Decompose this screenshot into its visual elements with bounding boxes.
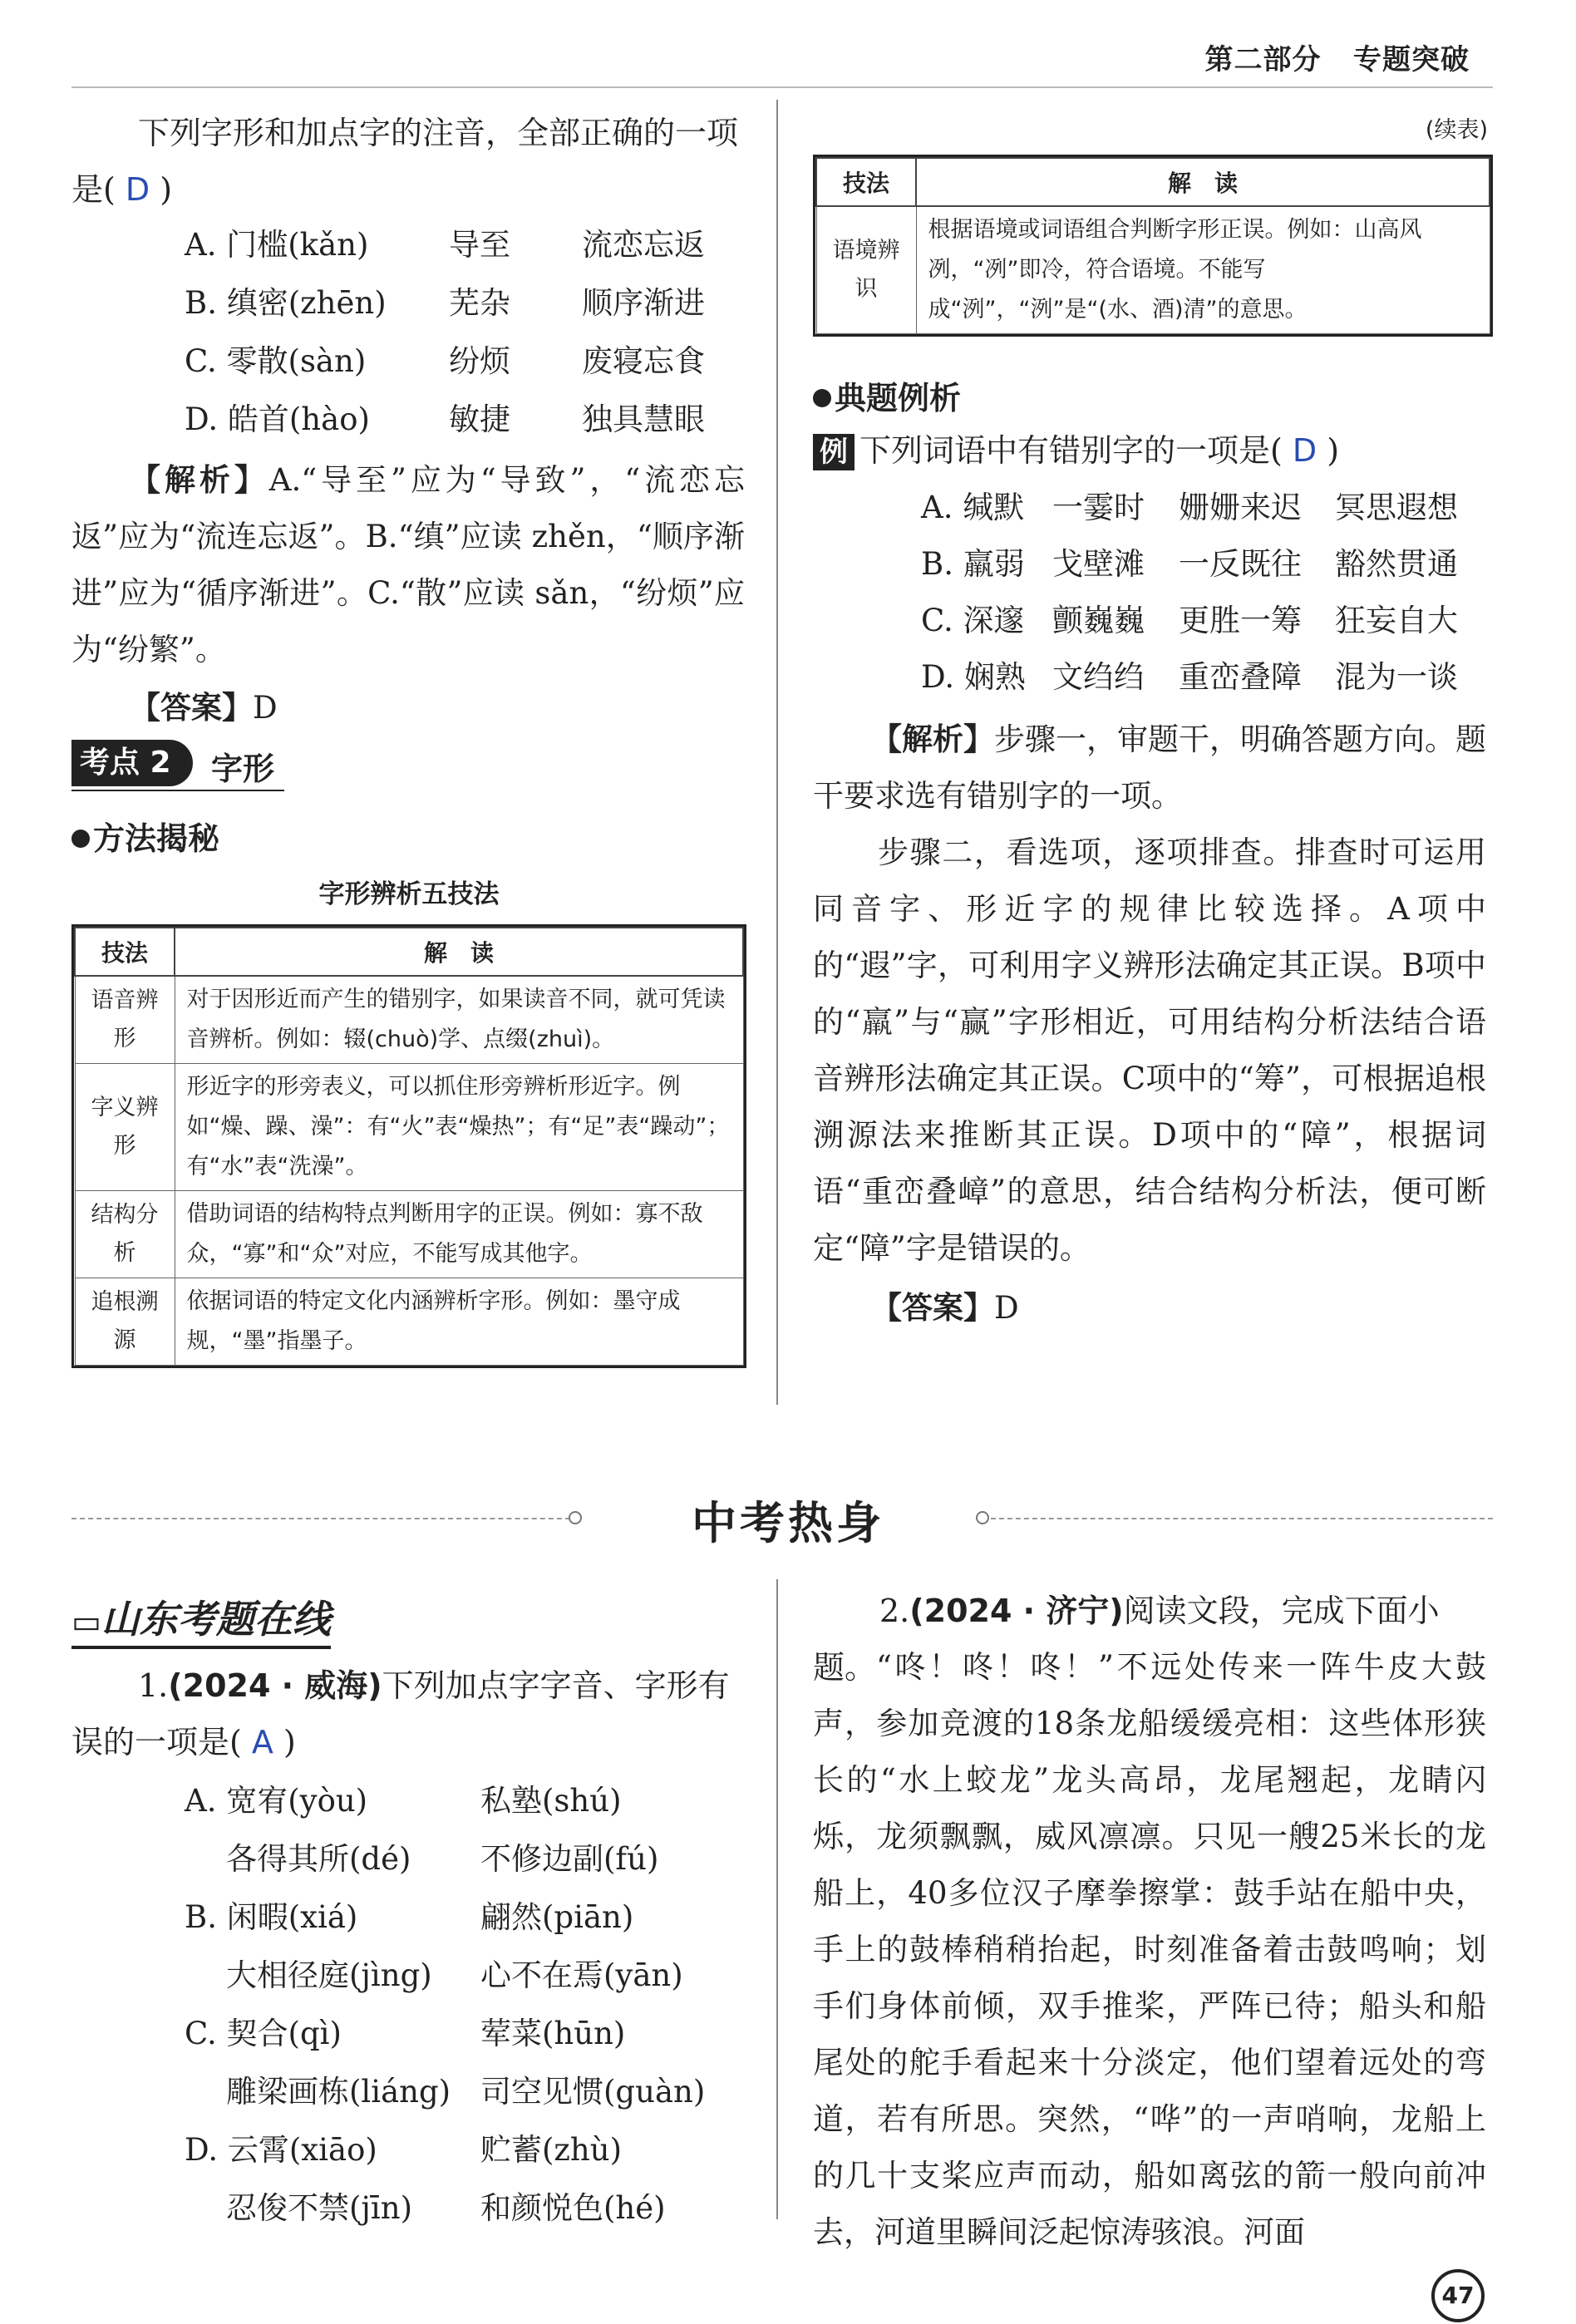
- opt-d-1: D. 皓首(hào): [185, 401, 370, 437]
- ex-a-3: 姗姗来迟: [1179, 490, 1302, 525]
- wq2-source: (2024 · 济宁): [909, 1593, 1124, 1629]
- ex-b-1: B. 羸弱: [921, 546, 1025, 582]
- ex-b-3: 一反既往: [1179, 546, 1302, 582]
- ex-c-2: 颤巍巍: [1052, 603, 1145, 638]
- row-key: 字义辨形: [75, 1064, 175, 1191]
- table-row: [75, 1278, 743, 1366]
- ex-d-1: D. 娴熟: [921, 659, 1026, 695]
- col-header-technique: 技法: [816, 158, 916, 206]
- row-value: 依据词语的特定文化内涵辨析字形。例如：墨守成规，“墨”指墨子。: [175, 1278, 743, 1366]
- opt-b-2: 芜杂: [449, 285, 510, 321]
- row-key: 追根溯源: [75, 1278, 175, 1366]
- wq1-opt: 荤菜(hūn): [480, 2016, 626, 2051]
- warmup-title: 中考热身: [692, 1497, 884, 1549]
- right-method-table: [813, 155, 1493, 337]
- ex-d-4: 混为一谈: [1335, 659, 1458, 695]
- row-key: 语境辨识: [816, 206, 916, 334]
- shandong-heading: [71, 1589, 331, 1649]
- row-value: 对于因形近而产生的错别字，如果读音不同，就可凭读音辨析。例如：辍(chuò)学、点缀(zhuì)。: [175, 976, 743, 1064]
- q1-analysis: [71, 452, 745, 678]
- example-answer: D: [1292, 432, 1317, 469]
- ex-b-2: 戈壁滩: [1052, 546, 1145, 582]
- opt-a-1: A. 门槛(kǎn): [185, 227, 369, 263]
- table-title: 字形辨析五技法: [318, 879, 500, 909]
- q1-stem-text: 下列字形和加点字的注音，全部正确的一项是(: [71, 115, 739, 208]
- col-header-interpretation: 解 读: [175, 928, 743, 976]
- wq1-opt: C. 契合(qì): [185, 2016, 342, 2051]
- wq1-stem-end: ): [283, 1724, 296, 1760]
- col-header-technique: 技法: [75, 928, 175, 976]
- q1-stem: [71, 105, 753, 218]
- running-header: [1204, 37, 1470, 77]
- wq1-opt: 各得其所(dé): [226, 1841, 411, 1877]
- example-stem: [813, 422, 1495, 479]
- wq1-opt: 和颜悦色(hé): [480, 2190, 666, 2226]
- wq1-opt: 私塾(shú): [480, 1783, 622, 1819]
- opt-b-3: 顺序渐进: [582, 285, 705, 321]
- ex-a-2: 一霎时: [1052, 490, 1145, 525]
- q1-analysis-label: 【解析】: [130, 462, 269, 498]
- example-analysis-p2: 步骤二，看选项，逐项排查。排查时可运用同音字、形近字的规律比较选择。A项中的“遐”字，可利用字义辨形法确定其正误。B项中的“羸”与“赢”字形相近，可用结构分析法结合语音辨形法确定其正误。C项中的“筹”，可根据追根溯源法来推断其正误。D项中的“障”，根据词语“重峦叠嶂”的意思，结合结构分析法，便可断定“障”字是错误的。: [813, 835, 1486, 1266]
- title-ornament-right: [976, 1511, 989, 1524]
- wq1-num: 1.: [138, 1667, 169, 1704]
- opt-c-2: 纷烦: [449, 343, 510, 379]
- header-subsection: 专题突破: [1353, 43, 1470, 76]
- wq1-opt: B. 闲暇(xiá): [185, 1899, 358, 1935]
- wq1-source: (2024 · 威海): [168, 1667, 382, 1704]
- q1-answer-label: 【答案】: [130, 690, 253, 726]
- example-analysis-label: 【解析】: [871, 721, 994, 757]
- wq1-opt: 翩然(piān): [480, 1899, 634, 1935]
- row-key: 结构分析: [75, 1191, 175, 1278]
- bullet-icon: [813, 389, 831, 407]
- opt-b-1: B. 缜密(zhēn): [185, 285, 387, 321]
- ex-d-3: 重峦叠障: [1179, 659, 1302, 695]
- wq1-opt: 心不在焉(yān): [480, 1957, 683, 1993]
- wq1-opt: A. 宽宥(yòu): [185, 1783, 368, 1819]
- example-stem-end: ): [1327, 432, 1340, 469]
- wq1-opt: D. 云霄(xiāo): [185, 2132, 377, 2168]
- ex-b-4: 豁然贯通: [1335, 546, 1458, 582]
- opt-d-2: 敏捷: [449, 401, 510, 437]
- table-row: [75, 1191, 743, 1278]
- method-section: [71, 813, 219, 859]
- q1-answer-line: [130, 680, 278, 736]
- row-value: 形近字的形旁表义，可以抓住形旁辨析形近字。例如“燥、躁、澡”：有“火”表“燥热”；有“足”表“躁动”；有“水”表“洗澡”。: [175, 1064, 743, 1191]
- example-tag: 例: [813, 434, 854, 470]
- kaodian-tag: 考点 2: [71, 740, 193, 786]
- wq1-opt: 忍俊不禁(jīn): [226, 2190, 413, 2226]
- header-section: 第二部分: [1204, 43, 1322, 76]
- laptop-icon: ▭: [71, 1603, 101, 1640]
- warmup-q2-passage: “咚！咚！咚！”不远处传来一阵牛皮大鼓声，参加竞渡的18条龙船缓缓亮相：这些体形狭长的“水上蛟龙”龙头高昂，龙尾翘起，龙睛闪烁，龙须飘飘，威风凛凛。只见一艘25米长的龙船上，40多位汉子摩拳擦掌：鼓手站在船中央，手上的鼓棒稍稍抬起，时刻准备着击鼓鸣响；划手们身体前倾，双手推桨，严阵已待；船头和船尾处的舵手看起来十分淡定，他们望着远处的弯道，若有所思。突然，“哗”的一声哨响，龙船上的几十支桨应声而动，船如离弦的箭一般向前冲去，河道里瞬间泛起惊涛骇浪。河面: [813, 1649, 1486, 2250]
- shandong-title: 山东考题在线: [101, 1597, 331, 1642]
- bullet-icon: [71, 830, 90, 848]
- row-value: 借助词语的结构特点判断用字的正误。例如：寡不敌众，“寡”和“众”对应，不能写成其他字。: [175, 1191, 743, 1278]
- table-row: [75, 1064, 743, 1191]
- wq1-opt: 大相径庭(jìng): [226, 1957, 432, 1993]
- example-answer-label: 【答案】: [871, 1290, 994, 1326]
- page-number: 47: [1431, 2269, 1485, 2322]
- ex-c-3: 更胜一筹: [1179, 603, 1302, 638]
- example-section: [813, 372, 961, 418]
- opt-d-3: 独具慧眼: [582, 401, 705, 437]
- row-value: 根据语境或词语组合判断字形正误。例如：山高风冽，“冽”即冷，符合语境。不能写成“洌”，“洌”是“(水、酒)清”的意思。: [916, 206, 1490, 334]
- example-answer-line: [871, 1280, 1019, 1337]
- q1-stem-end: ): [160, 171, 173, 208]
- header-rule: [71, 86, 1493, 88]
- continued-label: (续表): [1425, 117, 1488, 143]
- wq1-answer: A: [251, 1724, 273, 1760]
- kaodian-rule: [71, 790, 284, 791]
- col-header-interpretation: 解 读: [916, 158, 1490, 206]
- ex-c-1: C. 深邃: [921, 603, 1025, 638]
- wq1-opt: 不修边副(fú): [480, 1841, 659, 1877]
- opt-a-2: 导至: [449, 227, 510, 263]
- wq1-opt: 雕梁画栋(liáng): [226, 2074, 451, 2110]
- table-header-row: [816, 158, 1490, 206]
- wq1-opt: 司空见惯(guàn): [480, 2074, 706, 2110]
- wq2-stem: 阅读文段，完成下面小题。: [813, 1593, 1440, 1686]
- q1-answer: D: [125, 171, 150, 208]
- ex-a-4: 冥思遐想: [1335, 490, 1458, 525]
- q1-analysis-text: A.“导至”应为“导致”，“流恋忘返”应为“流连忘返”。B.“缜”应读 zhěn，“顺序渐进”应为“循序渐进”。C.“散”应读 sǎn，“纷烦”应为“纷繁”。: [71, 462, 745, 667]
- q1-answer-value: D: [253, 690, 278, 726]
- wq1-opt: 贮蓄(zhù): [480, 2132, 623, 2168]
- wq1-stem: 下列加点字字音、字形有误的一项是(: [71, 1667, 730, 1760]
- opt-c-3: 废寝忘食: [582, 343, 705, 379]
- opt-a-3: 流恋忘返: [582, 227, 705, 263]
- ex-c-4: 狂妄自大: [1335, 603, 1458, 638]
- warmup-q1-stem: [71, 1657, 753, 1770]
- kaodian-title: 字形: [211, 751, 275, 787]
- example-analysis-p1: [813, 711, 1486, 825]
- table-row: [816, 206, 1490, 334]
- column-divider-lower: [776, 1579, 778, 2219]
- example-stem-text: 下列词语中有错别字的一项是(: [859, 432, 1283, 469]
- ex-d-2: 文绉绉: [1052, 659, 1145, 695]
- opt-c-1: C. 零散(sàn): [185, 343, 367, 379]
- row-key: 语音辨形: [75, 976, 175, 1064]
- method-title: 方法揭秘: [93, 820, 220, 857]
- example-answer-value: D: [994, 1290, 1019, 1326]
- table-header-row: [75, 928, 743, 976]
- ex-a-1: A. 缄默: [921, 490, 1025, 525]
- wq2-num: 2.: [879, 1593, 910, 1629]
- table-row: [75, 976, 743, 1064]
- title-dash-right: [991, 1518, 1493, 1519]
- example-title: 典题例析: [835, 380, 962, 416]
- example-analysis-p1-text: 步骤一，审题干，明确答题方向。题干要求选有错别字的一项。: [813, 721, 1486, 814]
- column-divider: [776, 100, 778, 1405]
- left-method-table: [71, 924, 746, 1368]
